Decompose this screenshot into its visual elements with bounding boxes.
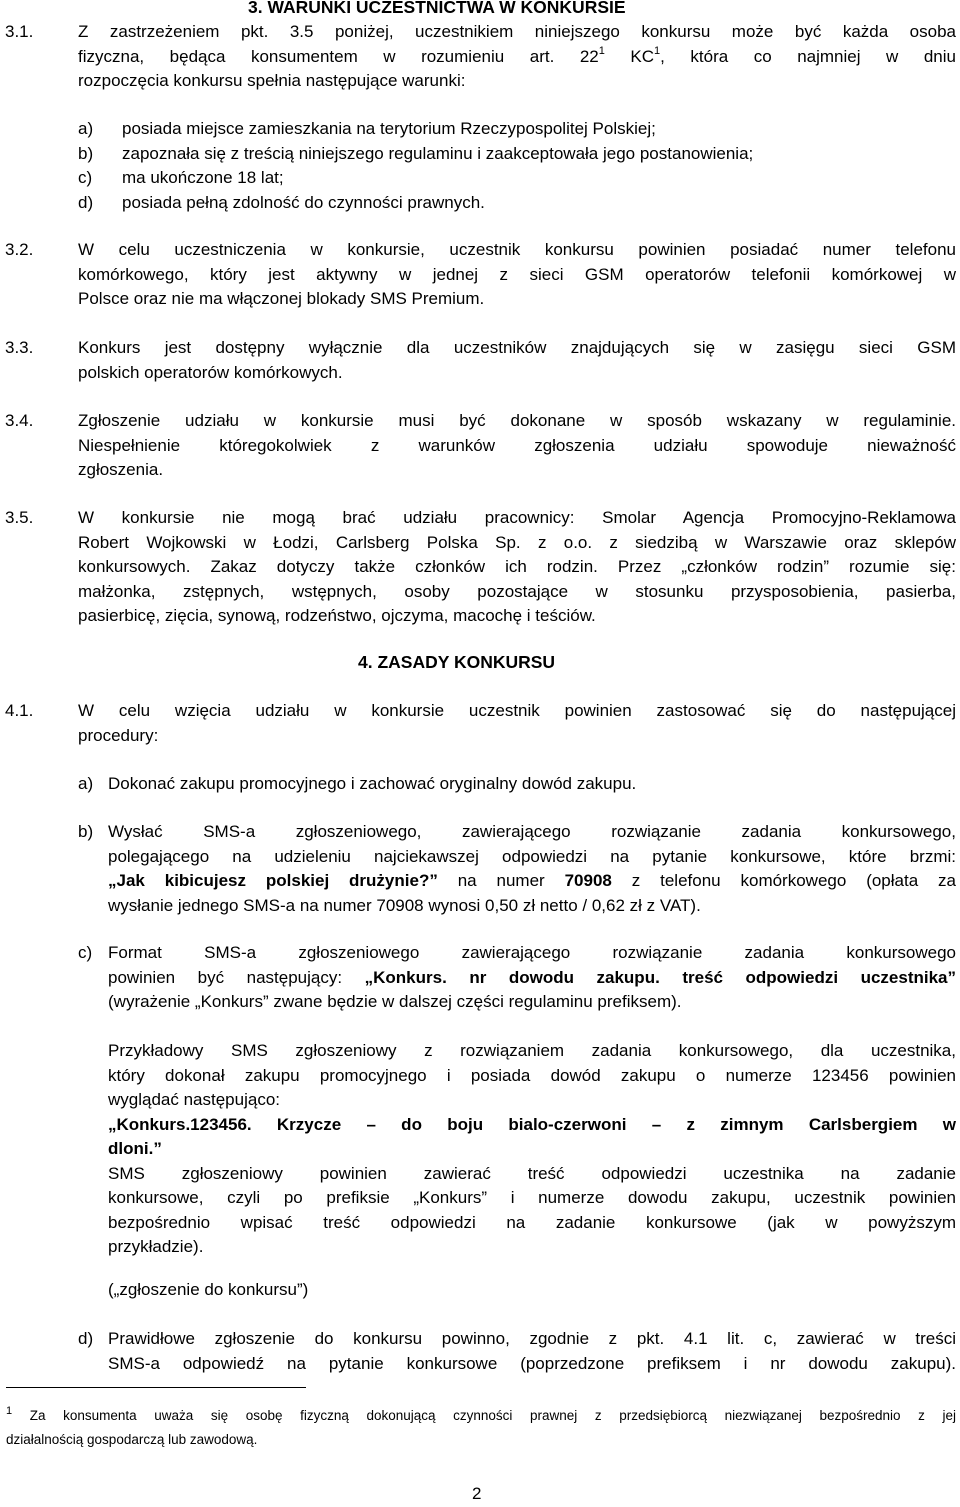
page-number: 2 [472, 1484, 482, 1503]
example-sms: dloni.” [108, 1139, 162, 1158]
footnote [6, 1404, 956, 1452]
definition-note [108, 1278, 956, 1303]
text-line: bezpośrednio wpisać treść odpowiedzi na zadanie konkursowe (jak w powyższym [108, 1212, 956, 1232]
sms-format: „Konkurs. nr dowodu zakupu. treść odpowiedzi uczestnika” [364, 967, 957, 987]
text-line: SMS-a odpowiedź na pytanie konkursowe (poprzedzone prefiksem i nr dowodu zakupu). [108, 1353, 956, 1373]
text-line: W celu wzięcia udziału w konkursie uczestnik powinien zastosować się do następującej [78, 701, 956, 720]
step-c [108, 941, 956, 1015]
text-line: SMS zgłoszeniowy powinien zawierać treść odpowiedzi uczestnika na zadanie [108, 1163, 956, 1183]
text-line: (wyrażenie „Konkurs” zwane będzie w dalszej części regulaminu prefiksem). [108, 992, 682, 1011]
text-line: Zgłoszenie udziału w konkursie musi być dokonane w sposób wskazany w regulaminie. [78, 411, 956, 430]
text-line: Niespełnienie któregokolwiek z warunków zgłoszenia udziału spowoduje nieważność [78, 435, 956, 455]
step-d [108, 1327, 956, 1376]
section-3-heading: 3. WARUNKI UCZESTNICTWA W KONKURSIE [248, 0, 626, 17]
example-intro [108, 1039, 956, 1260]
footnote-ref: 1 [654, 44, 661, 57]
text-line: wysłanie jednego SMS-a na numer 70908 wynosi 0,50 zł netto / 0,62 zł z VAT). [108, 895, 701, 915]
footnote-ref: 1 [598, 44, 605, 57]
text-line: działalnością gospodarczą lub zawodową. [6, 1432, 258, 1447]
text-line: W celu uczestniczenia w konkursie, uczestnik konkursu powinien posiadać numer telefonu [78, 240, 956, 259]
text-line: $^1$ Za konsumenta uważa się osobę fizyczną dokonującą czynności prawnej z przedsiębiorcą niezwiązanej bezpośrednio z jej [6, 1404, 956, 1423]
list-item: b) zapoznała się z treścią niniejszego regulaminu i zaakceptowała jego postanowienia; [78, 143, 754, 163]
section-4-heading: 4. ZASADY KONKURSU [358, 652, 556, 672]
text-line: Robert Wojkowski w Łodzi, Carlsberg Polska Sp. z o.o. z siedzibą w Warszawie oraz sklepów [78, 532, 956, 552]
text-line: Konkurs jest dostępny wyłącznie dla uczestników znajdujących się w zasięgu sieci GSM [78, 338, 956, 357]
sms-number: 70908 [564, 871, 612, 890]
footnote-separator [6, 1387, 306, 1388]
list-item: a) posiada miejsce zamieszkania na terytorium Rzeczypospolitej Polskiej; [78, 119, 656, 138]
footnote-mark: 1 [6, 1404, 13, 1417]
text-line: który dokonał zakupu promocyjnego i posiada dowód zakupu o numerze 123456 powinien [108, 1065, 956, 1085]
list-item: d) posiada pełną zdolność do czynności prawnych. [78, 192, 485, 212]
text-line: komórkowego, który jest aktywny w jednej z sieci GSM operatorów telefonii komórkowej w [78, 264, 956, 284]
text-line: wyglądać następująco: [108, 1090, 281, 1109]
step-b-label: b) [78, 822, 94, 841]
text-line: fizyczna, będąca konsumentem w rozumieniu art. $22^1$ $KC^1$, która co najmniej w dniu [78, 44, 956, 66]
text-line: polegającego na udzieleniu najciekawszej odpowiedzi na pytanie konkursowe, które brzmi: [108, 846, 956, 866]
step-c-label: c) [78, 943, 93, 962]
contest-question: „Jak kibicujesz polskiej drużynie?” [108, 871, 438, 890]
text-line: zgłoszenia. [78, 460, 164, 479]
text-line: „Jak kibicujesz polskiej drużynie?” na numer 70908 z telefonu komórkowego (opłata za [108, 871, 956, 890]
text-line: polskich operatorów komórkowych. [78, 362, 343, 382]
clause-number-4-1: 4.1. [5, 701, 34, 720]
clause-number-3-5: 3.5. [5, 508, 34, 527]
text-line: Dokonać zakupu promocyjnego i zachować oryginalny dowód zakupu. [108, 774, 637, 793]
clause-3-3 [78, 336, 956, 385]
text-line: konkursowe, czyli po prefiksie „Konkurs” i numerze dowodu zakupu, uczestnik powinien [108, 1188, 956, 1207]
text-line: W konkursie nie mogą brać udziału pracownicy: Smolar Agencja Promocyjno-Reklamowa [78, 508, 956, 527]
step-d-label: d) [78, 1329, 94, 1348]
text-line: Prawidłowe zgłoszenie do konkursu powinno, zgodnie z pkt. 4.1 lit. c, zawierać w treści [108, 1329, 956, 1348]
list-item: c) ma ukończone 18 lat; [78, 168, 284, 187]
text-line: małżonka, zstępnych, wstępnych, osoby pozostające w stosunku przysposobienia, pasierba, [78, 581, 956, 601]
text-line: powinien być następujący: „Konkurs. nr dowodu zakupu. treść odpowiedzi uczestnika” [108, 967, 957, 987]
example-sms: „Konkurs.123456. Krzycze – do boju bialo-czerwoni – z zimnym Carlsbergiem w [108, 1114, 956, 1134]
text-line: („zgłoszenie do konkursu”) [108, 1280, 309, 1299]
text-line: Format SMS-a zgłoszeniowego zawierającego rozwiązanie zadania konkursowego [108, 943, 956, 962]
clause-4-1 [78, 699, 956, 748]
text-line: Wysłać SMS-a zgłoszeniowego, zawierającego rozwiązanie zadania konkursowego, [108, 822, 956, 841]
step-a-label: a) [78, 774, 94, 793]
step-a [108, 772, 956, 797]
text-line: Polsce oraz nie ma włączonej blokady SMS Premium. [78, 289, 485, 308]
text-line: Z zastrzeżeniem pkt. 3.5 poniżej, uczestnikiem niniejszego konkursu może być każda osoba [78, 22, 956, 41]
text-line: przykładzie). [108, 1237, 204, 1256]
clause-number-3-2: 3.2. [5, 240, 34, 259]
text-line: pasierbicę, zięcia, synową, rodzeństwo, ojczyma, macochę i teściów. [78, 606, 596, 625]
clause-number-3-3: 3.3. [5, 338, 34, 357]
text-line: Przykładowy SMS zgłoszeniowy z rozwiązaniem zadania konkursowego, dla uczestnika, [108, 1041, 956, 1060]
clause-3-5 [78, 506, 956, 629]
text-line: konkursowych. Zakaz dotyczy także członków ich rodzin. Przez „członków rodzin” rozumie się: [78, 557, 956, 576]
clause-number-3-1: 3.1. [5, 22, 34, 41]
conditions-list [78, 117, 956, 215]
clause-3-2 [78, 238, 956, 312]
text-line: rozpoczęcia konkursu spełnia następujące warunki: [78, 71, 466, 90]
step-b [108, 820, 956, 918]
clause-3-4 [78, 409, 956, 483]
clause-3-1 [78, 20, 956, 94]
clause-number-3-4: 3.4. [5, 411, 34, 430]
text-line: procedury: [78, 725, 159, 745]
